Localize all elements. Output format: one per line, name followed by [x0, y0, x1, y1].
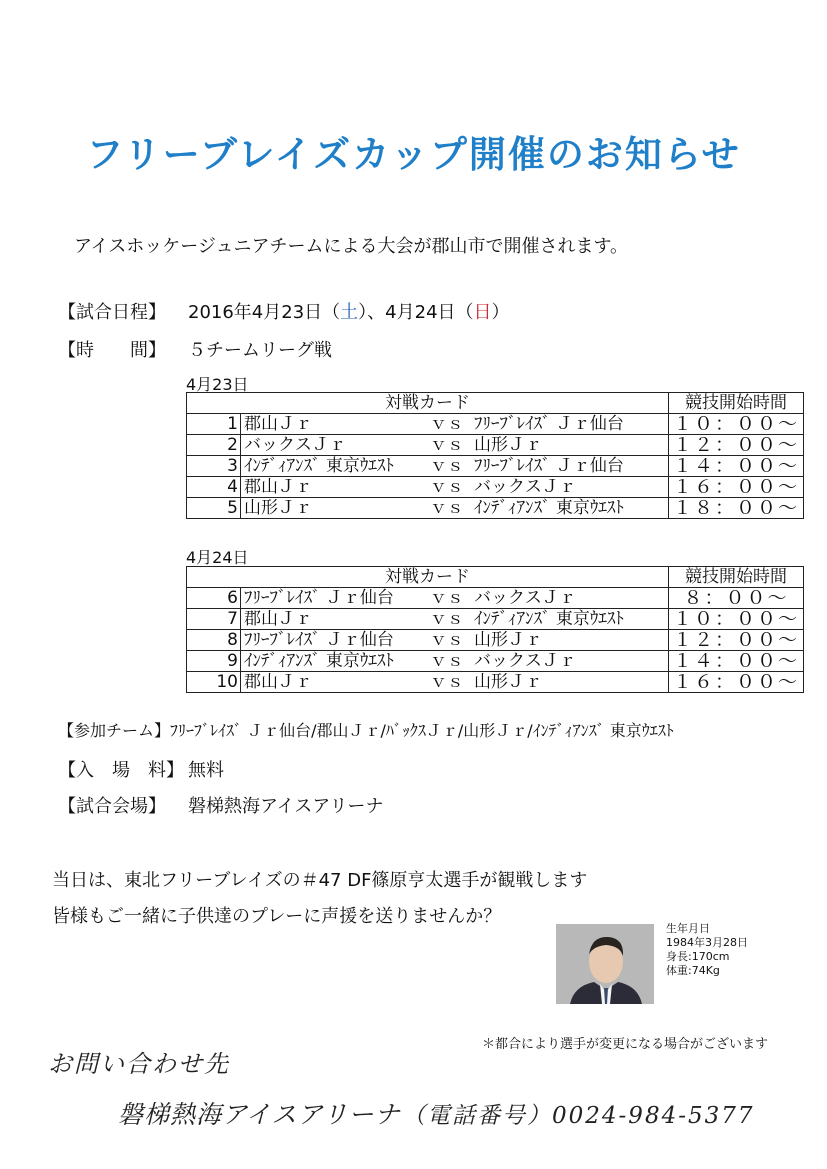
start-time: ８：００～	[669, 588, 804, 609]
schedule-row	[58, 298, 510, 324]
teams-label: 【参加チーム】	[58, 721, 171, 740]
table-header	[187, 567, 804, 588]
venue-value: 磐梯熱海アイスアリーナ	[188, 796, 384, 817]
team-a: 山形Ｊｒ	[244, 498, 312, 518]
table-row	[187, 651, 804, 672]
player-height: 身長:170cm	[666, 950, 730, 963]
match-number: 8	[187, 630, 241, 651]
header-card: 対戦カード	[187, 393, 669, 414]
teams-value: ﾌﾘｰﾌﾞﾚｲｽﾞ Ｊｒ仙台/郡山Ｊｒ/ﾊﾞｯｸｽＪｒ/山形Ｊｒ/ｲﾝﾃﾞｨｱﾝｽﾞ 東京ｳｴｽﾄ	[170, 721, 674, 740]
vs-label: ｖｓ	[430, 498, 464, 518]
intro-text: アイスホッケージュニアチームによる大会が郡山市で開催されます。	[74, 236, 629, 257]
team-a: バックスＪｒ	[244, 435, 346, 455]
vs-label: ｖｓ	[430, 477, 464, 497]
match-card	[241, 456, 669, 477]
day1-table	[186, 392, 804, 519]
player-photo	[556, 924, 654, 1004]
match-card	[241, 672, 669, 693]
match-number: 9	[187, 651, 241, 672]
team-a: 郡山Ｊｒ	[244, 414, 312, 434]
match-card	[241, 498, 669, 519]
contact-venue: 磐梯熱海アイスアリーナ	[118, 1100, 401, 1129]
start-time: １６：００～	[669, 477, 804, 498]
team-b: バックスＪｒ	[474, 477, 576, 497]
player-profile	[666, 922, 748, 978]
footnote: ＊都合により選手が変更になる場合がございます	[482, 1037, 769, 1052]
team-a: 郡山Ｊｒ	[244, 477, 312, 497]
team-b: 山形Ｊｒ	[474, 630, 542, 650]
team-b: 山形Ｊｒ	[474, 672, 542, 692]
venue-row	[58, 792, 383, 818]
teams-row	[58, 718, 674, 741]
team-b: ｲﾝﾃﾞｨｱﾝｽﾞ 東京ｳｴｽﾄ	[474, 609, 624, 629]
day2-table	[186, 566, 804, 693]
team-a: ﾌﾘｰﾌﾞﾚｲｽﾞ Ｊｒ仙台	[244, 630, 394, 650]
team-a: ﾌﾘｰﾌﾞﾚｲｽﾞ Ｊｒ仙台	[244, 588, 394, 608]
sunday-mark: 日	[473, 302, 492, 323]
match-number: 10	[187, 672, 241, 693]
vs-label: ｖｓ	[430, 435, 464, 455]
team-b: バックスＪｒ	[474, 651, 576, 671]
player-weight: 体重:74Kg	[666, 964, 720, 977]
page-title: フリーブレイズカップ開催のお知らせ	[86, 133, 741, 176]
header-card: 対戦カード	[187, 567, 669, 588]
start-time: １４：００～	[669, 456, 804, 477]
match-card	[241, 414, 669, 435]
vs-label: ｖｓ	[430, 630, 464, 650]
day2-date: 4月24日	[186, 548, 249, 567]
match-number: 5	[187, 498, 241, 519]
table-row	[187, 630, 804, 651]
start-time: １０：００～	[669, 414, 804, 435]
table-row	[187, 672, 804, 693]
birth-label: 生年月日	[666, 922, 710, 935]
start-time: １０：００～	[669, 609, 804, 630]
schedule-label: 【試合日程】	[58, 302, 166, 323]
start-time: １４：００～	[669, 651, 804, 672]
contact-phone: （電話番号）0024-984-5377	[402, 1103, 755, 1129]
note-line-2: 皆様もご一緒に子供達のプレーに声援を送りませんか？	[52, 906, 502, 927]
match-card	[241, 435, 669, 456]
team-b: ﾌﾘｰﾌﾞﾚｲｽﾞ Ｊｒ仙台	[474, 456, 624, 476]
team-a: 郡山Ｊｒ	[244, 609, 312, 629]
birth-date: 1984年3月28日	[666, 936, 748, 949]
table-header	[187, 393, 804, 414]
vs-label: ｖｓ	[430, 609, 464, 629]
team-b: 山形Ｊｒ	[474, 435, 542, 455]
venue-label: 【試合会場】	[58, 796, 166, 817]
team-a: ｲﾝﾃﾞｨｱﾝｽﾞ 東京ｳｴｽﾄ	[244, 651, 394, 671]
note-line-1: 当日は、東北フリーブレイズの＃47 DF篠原亨太選手が観戦します	[52, 870, 588, 891]
team-a: ｲﾝﾃﾞｨｱﾝｽﾞ 東京ｳｴｽﾄ	[244, 456, 394, 476]
vs-label: ｖｓ	[430, 414, 464, 434]
fee-row	[58, 756, 224, 782]
time-value: ５チームリーグ戦	[188, 340, 332, 361]
match-number: 2	[187, 435, 241, 456]
contact-heading: お問い合わせ先	[48, 1050, 230, 1078]
schedule-part1: 2016年4月23日（	[188, 302, 341, 323]
start-time: １６：００～	[669, 672, 804, 693]
fee-value: 無料	[188, 760, 224, 781]
header-time: 競技開始時間	[669, 567, 804, 588]
start-time: １８：００～	[669, 498, 804, 519]
match-card	[241, 651, 669, 672]
table-row	[187, 456, 804, 477]
table-row	[187, 588, 804, 609]
day1-date: 4月23日	[186, 375, 249, 394]
header-time: 競技開始時間	[669, 393, 804, 414]
match-card	[241, 477, 669, 498]
team-b: ｲﾝﾃﾞｨｱﾝｽﾞ 東京ｳｴｽﾄ	[474, 498, 624, 518]
team-b: バックスＪｒ	[474, 588, 576, 608]
table-row	[187, 435, 804, 456]
match-number: 4	[187, 477, 241, 498]
match-number: 1	[187, 414, 241, 435]
match-card	[241, 630, 669, 651]
vs-label: ｖｓ	[430, 651, 464, 671]
vs-label: ｖｓ	[430, 672, 464, 692]
vs-label: ｖｓ	[430, 456, 464, 476]
schedule-part2: ）、4月24日（	[358, 302, 474, 323]
time-row	[58, 336, 332, 362]
team-b: ﾌﾘｰﾌﾞﾚｲｽﾞ Ｊｒ仙台	[474, 414, 624, 434]
table-row	[187, 498, 804, 519]
match-card	[241, 588, 669, 609]
fee-label: 【入 場 料】	[58, 760, 184, 781]
team-a: 郡山Ｊｒ	[244, 672, 312, 692]
table-row	[187, 414, 804, 435]
table-row	[187, 477, 804, 498]
schedule-part3: ）	[491, 302, 510, 323]
vs-label: ｖｓ	[430, 588, 464, 608]
table-row	[187, 609, 804, 630]
match-number: 3	[187, 456, 241, 477]
start-time: １２：００～	[669, 435, 804, 456]
player-portrait-icon	[556, 924, 654, 1004]
time-label: 【時 間】	[58, 340, 166, 361]
match-number: 6	[187, 588, 241, 609]
saturday-mark: 土	[340, 302, 359, 323]
match-card	[241, 609, 669, 630]
start-time: １２：００～	[669, 630, 804, 651]
match-number: 7	[187, 609, 241, 630]
